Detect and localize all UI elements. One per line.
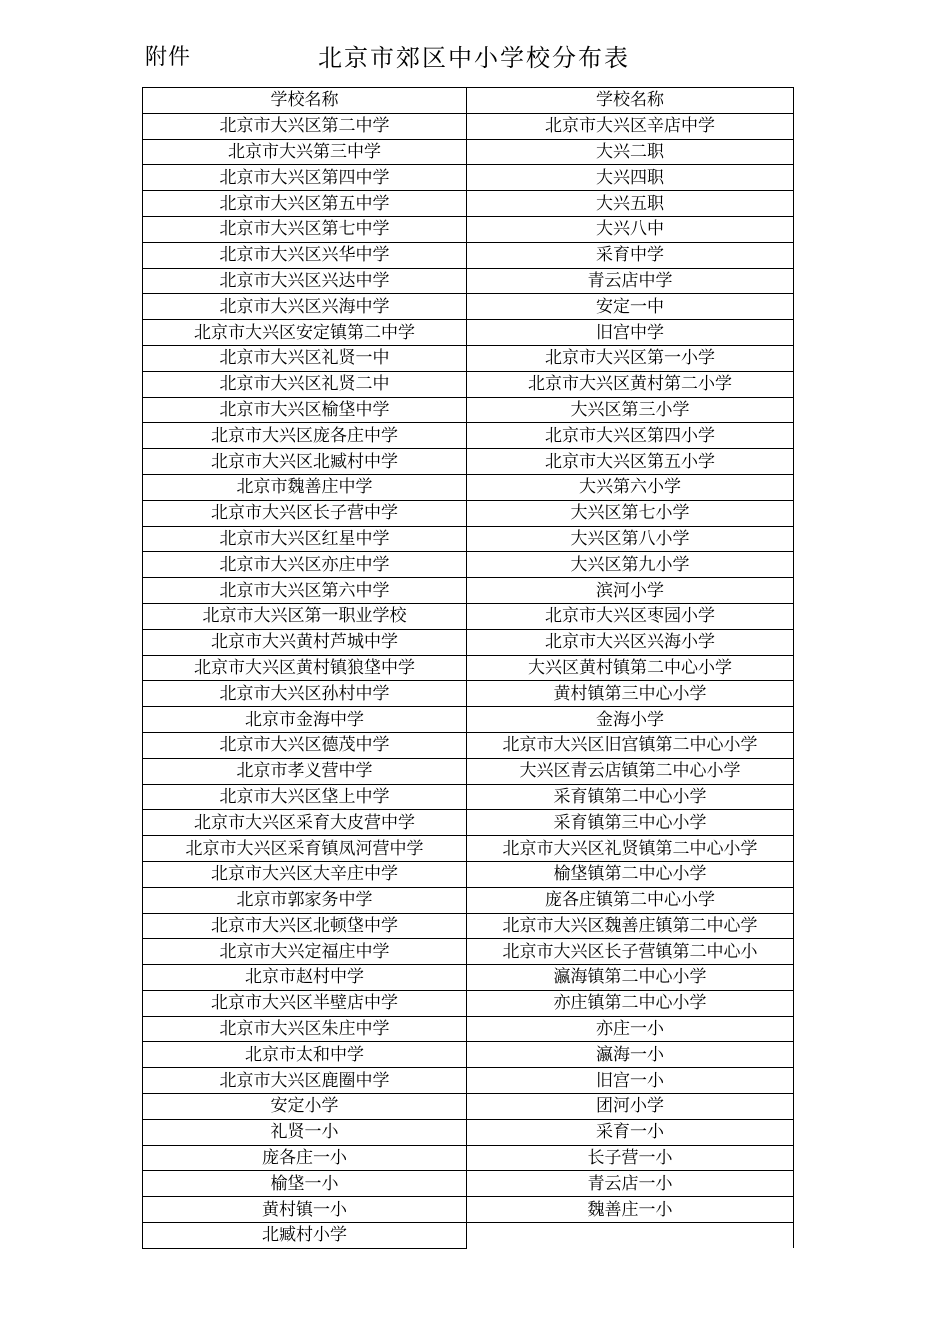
school-name-cell-left: 北京市大兴区第一职业学校 <box>143 603 467 629</box>
school-name-cell-right: 大兴区第七小学 <box>467 500 794 526</box>
school-name-cell-right: 团河小学 <box>467 1094 794 1120</box>
table-row <box>143 139 794 165</box>
school-name-cell-left: 北京市大兴区采育大皮营中学 <box>143 810 467 836</box>
table-row <box>143 1171 794 1197</box>
school-name-cell-right: 大兴区黄村镇第二中心小学 <box>467 655 794 681</box>
table-row <box>143 242 794 268</box>
school-name-cell-left: 北京市大兴区第六中学 <box>143 578 467 604</box>
table-header-row <box>143 88 794 114</box>
school-name-cell-left: 北京市金海中学 <box>143 707 467 733</box>
table-row <box>143 707 794 733</box>
school-name-cell-right: 北京市大兴区枣园小学 <box>467 603 794 629</box>
table-row <box>143 965 794 991</box>
school-name-cell-left: 北京市大兴区大辛庄中学 <box>143 861 467 887</box>
school-name-cell-right: 北京市大兴区第五小学 <box>467 449 794 475</box>
table-row <box>143 397 794 423</box>
school-name-cell-left: 北京市孝义营中学 <box>143 758 467 784</box>
table-row <box>143 165 794 191</box>
table-row <box>143 732 794 758</box>
school-name-cell-right: 金海小学 <box>467 707 794 733</box>
school-name-cell-right: 大兴四职 <box>467 165 794 191</box>
table-row <box>143 655 794 681</box>
school-name-cell-right: 北京市大兴区辛店中学 <box>467 113 794 139</box>
school-name-cell-right: 长子营一小 <box>467 1145 794 1171</box>
school-name-cell-left: 北臧村小学 <box>143 1223 467 1249</box>
table-row <box>143 913 794 939</box>
school-name-cell-left: 北京市郭家务中学 <box>143 887 467 913</box>
school-name-cell-left: 北京市大兴区第五中学 <box>143 191 467 217</box>
school-name-cell-left: 北京市大兴区黄村镇狼垡中学 <box>143 655 467 681</box>
school-name-cell-left: 北京市大兴区兴华中学 <box>143 242 467 268</box>
table-row <box>143 603 794 629</box>
table-row <box>143 810 794 836</box>
school-name-cell-right: 采育镇第三中心小学 <box>467 810 794 836</box>
school-name-cell-left: 北京市大兴区安定镇第二中学 <box>143 320 467 346</box>
school-name-cell-left: 北京市大兴区垡上中学 <box>143 784 467 810</box>
table-row <box>143 681 794 707</box>
school-name-cell-right: 采育镇第二中心小学 <box>467 784 794 810</box>
school-name-cell-right: 亦庄一小 <box>467 1016 794 1042</box>
school-name-cell-left: 北京市大兴区北顿垡中学 <box>143 913 467 939</box>
school-name-cell-right: 大兴区第三小学 <box>467 397 794 423</box>
table-row <box>143 1094 794 1120</box>
school-name-cell-left: 北京市赵村中学 <box>143 965 467 991</box>
table-row <box>143 887 794 913</box>
school-name-cell-right: 北京市大兴区魏善庄镇第二中心学 <box>467 913 794 939</box>
table-row <box>143 1197 794 1223</box>
school-name-cell-left: 北京市大兴区兴达中学 <box>143 268 467 294</box>
table-row <box>143 268 794 294</box>
table-row <box>143 861 794 887</box>
school-name-cell-right: 北京市大兴区黄村第二小学 <box>467 371 794 397</box>
school-name-cell-right: 魏善庄一小 <box>467 1197 794 1223</box>
school-name-cell-right: 安定一中 <box>467 294 794 320</box>
table-row <box>143 294 794 320</box>
school-name-cell-right: 黄村镇第三中心小学 <box>467 681 794 707</box>
school-name-cell-right: 旧宫中学 <box>467 320 794 346</box>
school-name-cell-left: 北京市大兴区第四中学 <box>143 165 467 191</box>
school-name-cell-right: 大兴区第八小学 <box>467 526 794 552</box>
table-row <box>143 1016 794 1042</box>
table-row <box>143 1145 794 1171</box>
school-name-cell-left: 北京市魏善庄中学 <box>143 474 467 500</box>
table-row <box>143 500 794 526</box>
school-name-cell-right: 青云店一小 <box>467 1171 794 1197</box>
school-name-cell-right: 大兴二职 <box>467 139 794 165</box>
table-row <box>143 1068 794 1094</box>
school-name-cell-right: 北京市大兴区长子营镇第二中心小 <box>467 939 794 965</box>
school-name-cell-right: 滨河小学 <box>467 578 794 604</box>
school-name-cell-right: 瀛海镇第二中心小学 <box>467 965 794 991</box>
table-row <box>143 1119 794 1145</box>
table-row <box>143 758 794 784</box>
school-name-cell-left: 北京市大兴区庞各庄中学 <box>143 423 467 449</box>
table-row <box>143 371 794 397</box>
school-name-cell-left: 榆垡一小 <box>143 1171 467 1197</box>
school-name-cell-left: 北京市大兴区北臧村中学 <box>143 449 467 475</box>
table-row <box>143 836 794 862</box>
table-row <box>143 784 794 810</box>
school-name-cell-left: 北京市大兴区半壁店中学 <box>143 990 467 1016</box>
school-name-cell-right: 大兴区第九小学 <box>467 552 794 578</box>
table-row <box>143 191 794 217</box>
column-header: 学校名称 <box>467 88 794 114</box>
school-name-cell-left: 北京市大兴区兴海中学 <box>143 294 467 320</box>
table-row <box>143 1042 794 1068</box>
school-name-cell-right: 北京市大兴区礼贤镇第二中心小学 <box>467 836 794 862</box>
table-row <box>143 345 794 371</box>
school-name-cell-right: 大兴区青云店镇第二中心小学 <box>467 758 794 784</box>
school-name-cell-right: 北京市大兴区第一小学 <box>467 345 794 371</box>
school-name-cell-right: 瀛海一小 <box>467 1042 794 1068</box>
school-name-cell-right: 亦庄镇第二中心小学 <box>467 990 794 1016</box>
table-row <box>143 990 794 1016</box>
school-name-cell-left: 北京市大兴定福庄中学 <box>143 939 467 965</box>
table-row <box>143 629 794 655</box>
school-name-cell-left: 北京市大兴黄村芦城中学 <box>143 629 467 655</box>
table-row <box>143 423 794 449</box>
table-row <box>143 1223 794 1249</box>
school-name-cell-right: 北京市大兴区第四小学 <box>467 423 794 449</box>
column-header: 学校名称 <box>143 88 467 114</box>
school-name-cell-left: 北京市大兴区红星中学 <box>143 526 467 552</box>
school-name-cell-left: 北京市大兴区朱庄中学 <box>143 1016 467 1042</box>
school-name-cell-right: 北京市大兴区旧宫镇第二中心小学 <box>467 732 794 758</box>
school-name-cell-left: 北京市大兴区亦庄中学 <box>143 552 467 578</box>
table-row <box>143 474 794 500</box>
table-row <box>143 216 794 242</box>
school-name-cell-right: 旧宫一小 <box>467 1068 794 1094</box>
school-name-cell-left: 北京市大兴区孙村中学 <box>143 681 467 707</box>
table-row <box>143 578 794 604</box>
school-name-cell-left: 北京市大兴区第七中学 <box>143 216 467 242</box>
school-name-cell-left: 北京市大兴第三中学 <box>143 139 467 165</box>
table-row <box>143 939 794 965</box>
school-name-cell-left: 北京市大兴区德茂中学 <box>143 732 467 758</box>
school-name-cell-left: 北京市大兴区采育镇凤河营中学 <box>143 836 467 862</box>
school-name-cell-left: 北京市大兴区礼贤一中 <box>143 345 467 371</box>
school-name-cell-right: 大兴五职 <box>467 191 794 217</box>
school-name-cell-right: 采育一小 <box>467 1119 794 1145</box>
attachment-label: 附件 <box>145 45 192 70</box>
page-title: 北京市郊区中小学校分布表 <box>318 44 630 72</box>
school-name-cell-left: 北京市大兴区第二中学 <box>143 113 467 139</box>
school-name-cell-right: 庞各庄镇第二中心小学 <box>467 887 794 913</box>
table-row <box>143 552 794 578</box>
school-name-cell-right: 采育中学 <box>467 242 794 268</box>
school-name-cell-right: 大兴八中 <box>467 216 794 242</box>
school-name-cell-right: 北京市大兴区兴海小学 <box>467 629 794 655</box>
school-name-cell-left: 黄村镇一小 <box>143 1197 467 1223</box>
school-name-cell-right: 榆垡镇第二中心小学 <box>467 861 794 887</box>
school-name-cell-right <box>467 1223 794 1249</box>
table-row <box>143 449 794 475</box>
table-row <box>143 113 794 139</box>
school-name-cell-right: 青云店中学 <box>467 268 794 294</box>
school-name-cell-left: 安定小学 <box>143 1094 467 1120</box>
table-row <box>143 526 794 552</box>
school-name-cell-left: 北京市太和中学 <box>143 1042 467 1068</box>
school-name-cell-left: 庞各庄一小 <box>143 1145 467 1171</box>
school-name-cell-left: 北京市大兴区榆垡中学 <box>143 397 467 423</box>
school-table <box>142 87 794 1249</box>
school-name-cell-left: 北京市大兴区礼贤二中 <box>143 371 467 397</box>
school-name-cell-right: 大兴第六小学 <box>467 474 794 500</box>
school-name-cell-left: 北京市大兴区长子营中学 <box>143 500 467 526</box>
school-name-cell-left: 北京市大兴区鹿圈中学 <box>143 1068 467 1094</box>
school-name-cell-left: 礼贤一小 <box>143 1119 467 1145</box>
table-row <box>143 320 794 346</box>
school-table-body <box>143 88 794 1249</box>
